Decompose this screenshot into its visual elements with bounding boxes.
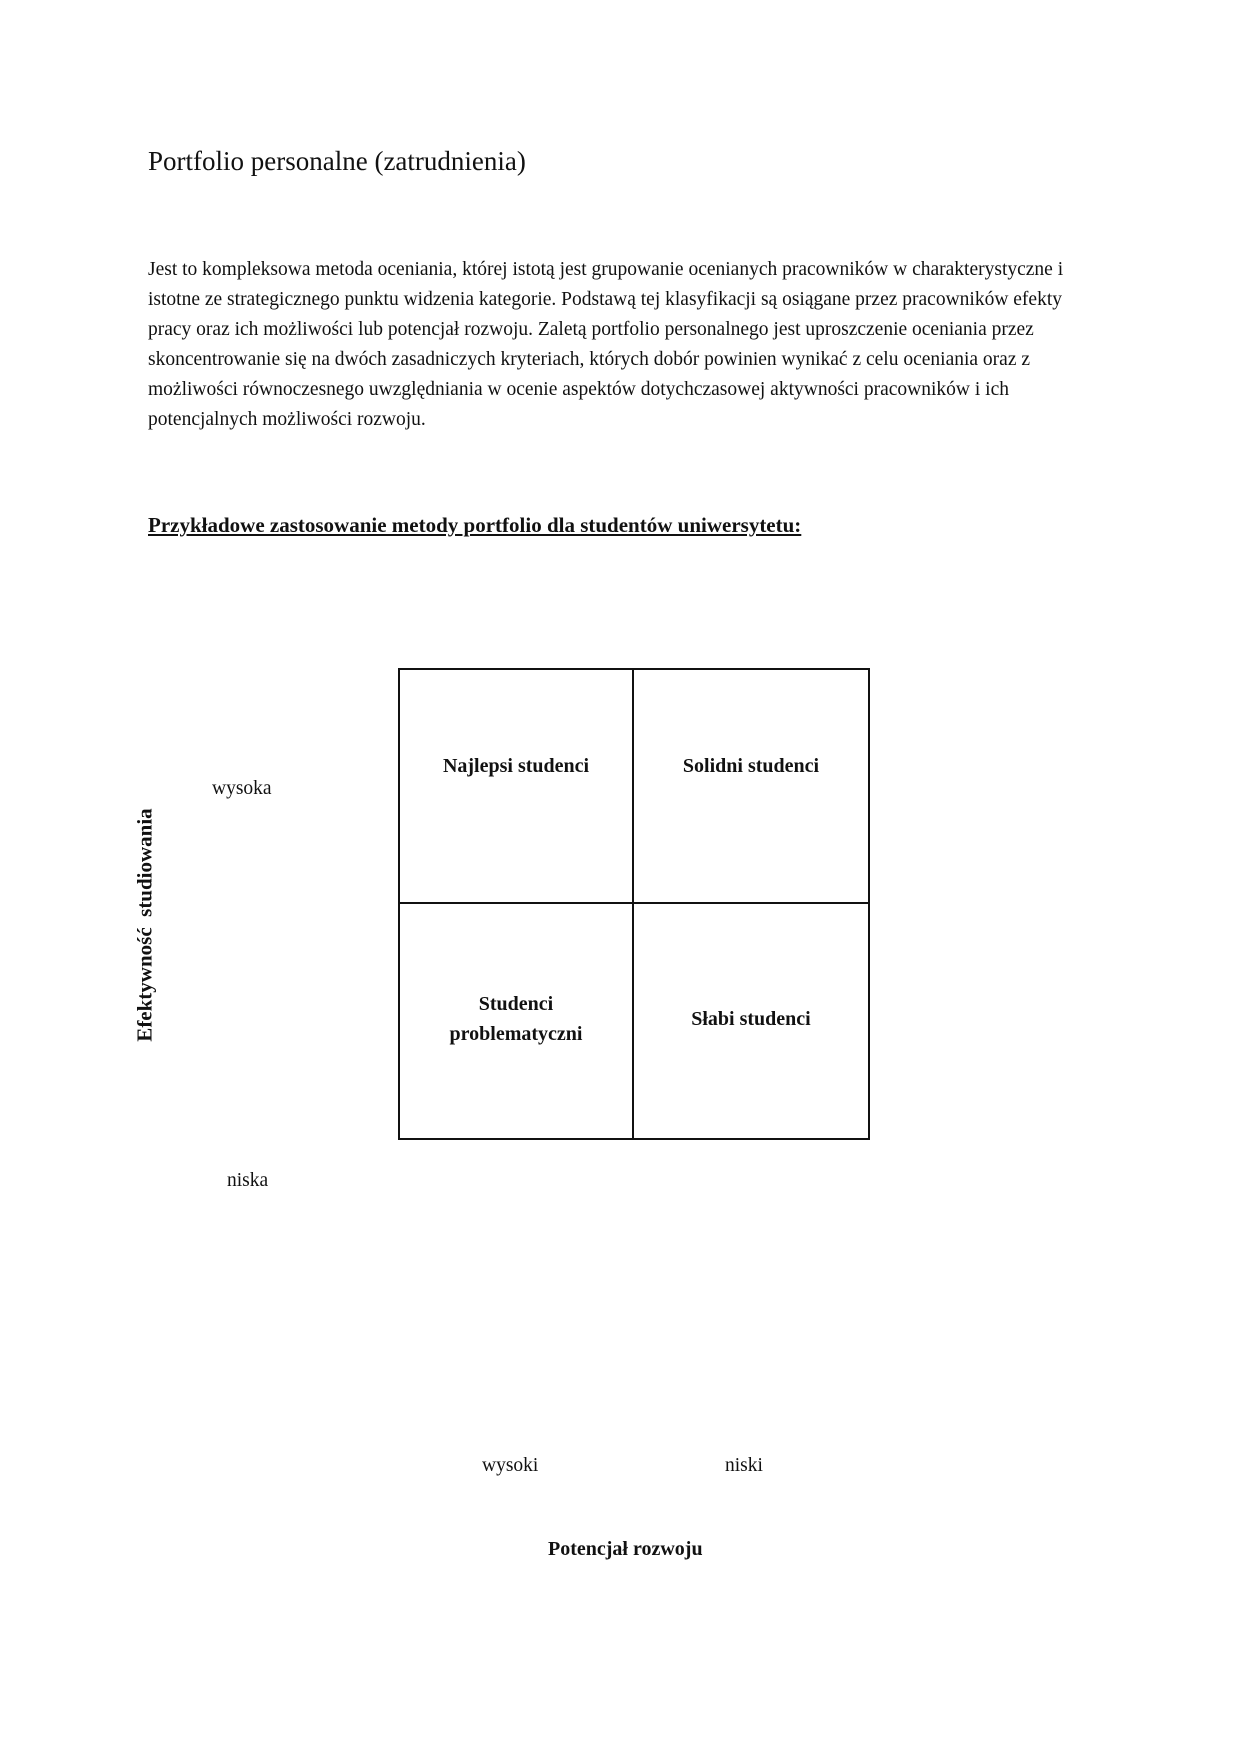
section-heading: Przykładowe zastosowanie metody portfolio dla studentów uniwersytetu:: [148, 513, 802, 537]
portfolio-matrix: [398, 668, 870, 1140]
x-axis-low-label: niski: [725, 1455, 763, 1476]
x-axis-title: Potencjał rozwoju: [548, 1538, 703, 1560]
matrix-cell-bottom-left: [400, 904, 634, 1138]
y-axis-low-label: niska: [227, 1170, 269, 1191]
matrix-cell-top-right: [634, 670, 868, 904]
matrix-cell-label: Najlepsi studenci: [442, 755, 590, 777]
matrix-cell-label: Słabi studenci: [691, 1008, 811, 1030]
matrix-cell-top-left: [400, 670, 634, 904]
page-title: Portfolio personalne (zatrudnienia): [148, 146, 526, 176]
matrix-cell-label: Solidni studenci: [682, 755, 820, 777]
matrix-cell-label: Studenci problematyczni: [449, 993, 583, 1045]
matrix-cell-bottom-right: [634, 904, 868, 1138]
intro-paragraph: Jest to kompleksowa metoda oceniania, której istotą jest grupowanie ocenianych pracowników w charakterystyczne i istotne ze strategicznego punktu widzenia kategorie. Podstawą tej klasyfikacji są osiągane przez pracowników efekty pracy oraz ich możliwości lub potencjał rozwoju. Zaletą portfolio personalnego jest uproszczenie oceniania przez skoncentrowanie się na dwóch zasadniczych kryteriach, których dobór powinien wynikać z celu oceniania oraz z możliwości równoczesnego uwzględniania w ocenie aspektów dotychczasowej aktywności pracowników i ich potencjalnych możliwości rozwoju.: [148, 259, 1064, 430]
x-axis-high-label: wysoki: [482, 1455, 539, 1476]
y-axis-title: Efektywność studiowania: [132, 808, 157, 1042]
y-axis-high-label: wysoka: [212, 778, 272, 799]
